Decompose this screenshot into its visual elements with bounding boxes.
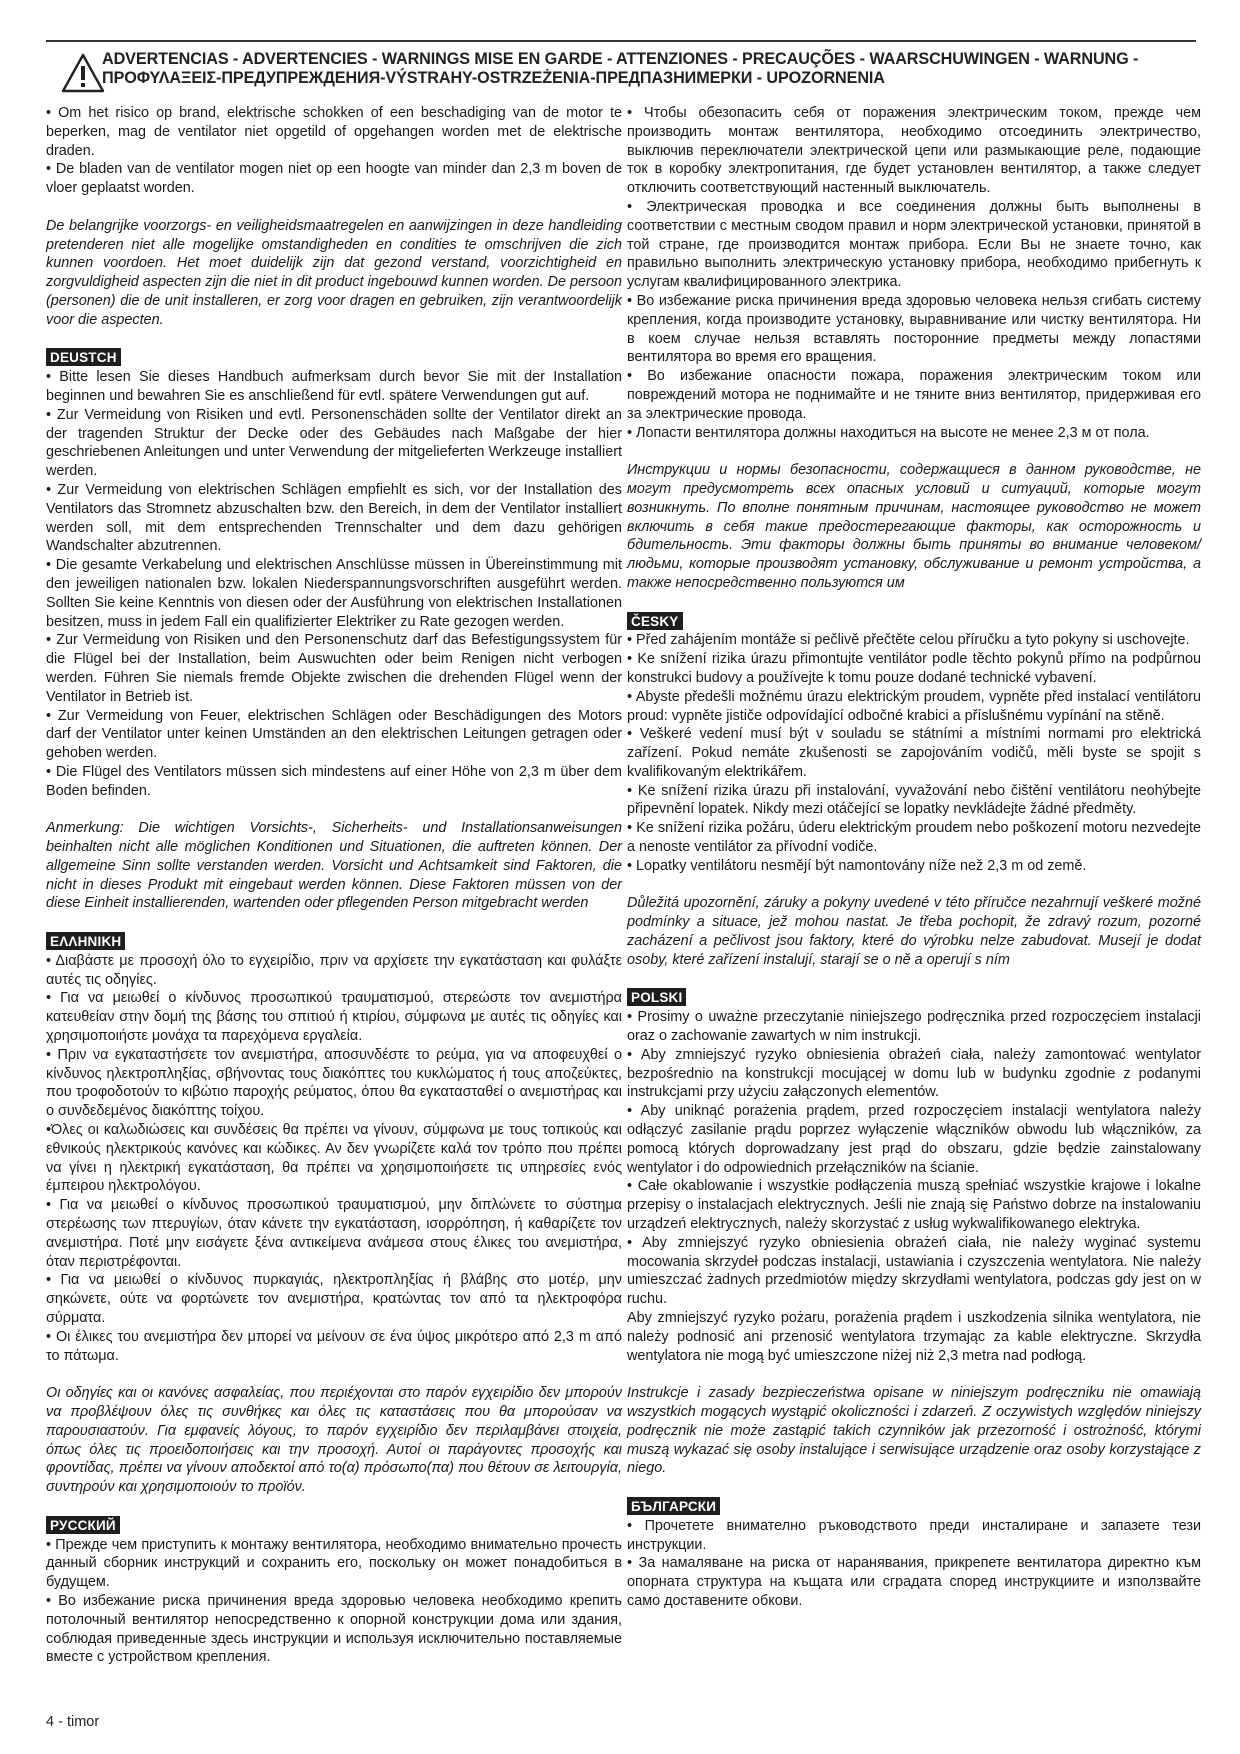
- paragraph: • Lopatky ventilátoru nesmějí být namontovány níže než 2,3 m od země.: [627, 857, 1087, 874]
- section-label: БЪЛГАРСКИ: [627, 1497, 720, 1515]
- paragraph: • Ke snížení rizika úrazu přimontujte ventilátor podle těchto pokynů přímo na podpůrnou konstrukci budovy a používejte k tomu pouze dodané technické vybavení.: [627, 651, 1201, 686]
- paragraph: Aby zmniejszyć ryzyko pożaru, porażenia prądem i uszkodzenia silnika wentylatora, nie należy podnosić ani przenosić wentylatora trzymając za kable elektryczne. Skrzydła wentylatora nie mogą być umieszczone niżej niż 2,3 metra nad podłogą.: [627, 1310, 1201, 1364]
- russian-section: [46, 1516, 622, 1667]
- warning-triangle-icon: [60, 52, 106, 94]
- greek-section: [46, 932, 622, 1497]
- paragraph: • Прежде чем приступить к монтажу вентилятора, необходимо внимательно прочесть данный сборник инструкций и сохранить его, поскольку он может понадобиться в будущем.: [46, 1536, 622, 1591]
- page-footer: 4 - timor: [46, 1714, 100, 1730]
- paragraph: • Zur Vermeidung von elektrischen Schlägen empfiehlt es sich, vor der Installation des Ventilators das Stromnetz abzuschalten bzw. den Bereich, in dem der Ventilator installiert werden soll, mit dem entsprechenden Trennschalter und dem dazu gehörigen Wandschalter abzutrennen.: [46, 481, 622, 555]
- page-title: ADVERTENCIAS - ADVERTENCIES - WARNINGS MISE EN GARDE - ATTENZIONES - PRECAUÇÕES - WAARSCHUWINGEN - WARNUNG - ΠΡΟΦΥΛΑΞΕΙΣ-ПРЕДУПРЕЖДЕНИЯ-VÝSTRAHY-OSTRZEŻENIA-ПРЕДПАЗНИМЕРКИ - UPOZORNENIA: [102, 50, 1139, 87]
- paragraph: • Чтобы обезопасить себя от поражения электрическим током, прежде чем производить монтаж вентилятора, необходимо отсоединить электричество, выключив переключатели электрической цепи или размыкающие реле, подающие ток в коробку электропитания, где будет установлен вентилятор, а также следует отключить соответствующий настенный выключатель.: [627, 105, 1201, 197]
- note-paragraph: Instrukcje i zasady bezpieczeństwa opisane w niniejszym podręczniku nie omawiają wszystkich mogących wystąpić okoliczności i zdarzeń. Z oczywistych względów niniejszy podręcznik nie może zastąpić takich czynników jak przezorność i ostrożność, którymi muszą wykazać się osoby instalujące i serwisujące urządzenie oraz osoby korzystające z niego.: [627, 1385, 1201, 1477]
- left-column: [46, 104, 622, 1667]
- paragraph: • Ke snížení rizika úrazu při instalování, vyvažování nebo čištění ventilátoru neohýbejte připevnění lopatek. Nikdy mezi otáčející se lopatky nevkládejte žádné předměty.: [627, 782, 1201, 818]
- paragraph: • Aby zmniejszyć ryzyko obniesienia obrażeń ciała, nie należy wyginać systemu mocowania skrzydeł podczas instalacji, ustawiania i czyszczenia wentylatora. Nie należy umieszczać żadnych przedmiotów między skrzydłami wentylatora, podczas gdy jest on w ruchu.: [627, 1234, 1201, 1308]
- russian-section-continued: [627, 104, 1201, 593]
- dutch-section: [46, 104, 622, 330]
- paragraph: • За намаляване на риска от наранявания, прикрепете вентилатора директно към опорната структура на къщата или сградата според инструкциите и използвайте само доставените обкови.: [627, 1555, 1201, 1609]
- paragraph: • Aby uniknąć porażenia prądem, przed rozpoczęciem instalacji wentylatora należy odłączyć zasilanie prądu poprzez wyłączenie włączników obwodu lub włączników, za pomocą których doprowadzany jest prąd do obszaru, gdzie będzie zainstalowany wentylator i do odpowiednich przełączników na ścianie.: [627, 1103, 1201, 1176]
- section-label: ČESKY: [627, 612, 683, 630]
- right-column: [627, 104, 1201, 1611]
- note-paragraph: De belangrijke voorzorgs- en veiligheidsmaatregelen en aanwijzingen in deze handleiding pretenderen niet alle mogelijke omstandigheden en condities te omschrijven die zich kunnen voordoen. Het moet duidelijk zijn dat gezond verstand, voorzichtigheid en zorgvuldigheid aspecten zijn die niet in dit product ingebouwd kunnen worden. De persoon (personen) die de unit installeren, er zorg voor dragen en gebruiken, zijn verantwoordelijk voor die aspecten.: [46, 217, 623, 328]
- paragraph: • Abyste předešli možnému úrazu elektrickým proudem, vypněte před instalací ventilátoru proud: vypněte jističe odpovídající odbočné krabici a příslušnému vypínání na stěně.: [627, 688, 1201, 724]
- paragraph: • Om het risico op brand, elektrische schokken of een beschadiging van de motor te beperken, mag de ventilator niet opgetild of opgehangen worden met de elektrische draden.: [46, 105, 622, 159]
- note-paragraph: Důležitá upozornění, záruky a pokyny uvedené v této příručce nezahrnují veškeré možné podmínky a situace, jež mohou nastat. Je třeba pochopit, že zdravý rozum, pozorné zacházení a pečlivost jsou faktory, které do výrobku nelze zabudovat. Musejí je dodat osoby, které zařízení instalují, starají se o ně a operují s ním: [627, 895, 1201, 968]
- bulgarian-section: [627, 1497, 1201, 1611]
- paragraph: • Před zahájením montáže si pečlivě přečtěte celou příručku a tyto pokyny si uschovejte.: [627, 632, 1190, 649]
- paragraph: •Όλες οι καλωδιώσεις και συνδέσεις θα πρέπει να γίνουν, σύμφωνα με τους τοπικούς και εθνικούς ηλεκτρικούς κανόνες και κώδικες. Αν δεν γνωρίζετε καλά τον τρόπο που πρέπει να γίνει η ηλεκτρική εγκατάσταση, θα πρέπει να χρησιμοποιήσετε τις υπηρεσίες ενός έμπειρου ηλεκτρολόγου.: [46, 1122, 622, 1195]
- note-paragraph: Anmerkung: Die wichtigen Vorsichts-, Sicherheits- und Installationsanweisungen beinhalten nicht alle möglichen Konditionen und Situationen, die auftreten können. Der allgemeine Sinn sollte verstanden werden. Vorsicht und Achtsamkeit sind Faktoren, die nicht in dieses Produkt mit eingebaut werden können. Diese Faktoren müssen von der diese Einheit installierenden, wartenden oder pflegenden Person mitgebracht werden: [46, 820, 622, 912]
- paragraph: • Во избежание риска причинения вреда здоровью человека нельзя сгибать систему крепления, когда производите установку, выравнивание или чистку вентилятора. Ни в коем случае нельзя вставлять посторонние предметы между лопастями вентилятора во время его вращения.: [627, 292, 1201, 366]
- paragraph: • Bitte lesen Sie dieses Handbuch aufmerksam durch bevor Sie mit der Installation beginnen und bewahren Sie es anschließend für evtl. spätere Verwendungen gut auf.: [46, 369, 622, 404]
- paragraph: • Zur Vermeidung von Risiken und den Personenschutz darf das Befestigungssystem für die Flügel bei der Installation, beim Auswuchten oder beim Renigen nicht verbogen werden. Führen Sie niemals fremde Objekte zwischen die drehenden Flügel wenn der Ventilator in Betrieb ist.: [46, 632, 622, 705]
- section-label: ΕΛΛΗΝΙΚΗ: [46, 932, 125, 950]
- paragraph: • Die gesamte Verkabelung und elektrischen Anschlüsse müssen in Übereinstimmung mit den jeweiligen nationalen bzw. lokalen Niederspannungsvorschriften ausgeführt werden. Sollten Sie keine Kenntnis von diesen oder der Ausführung von elektrischen Installationen besitzen, muss in jedem Fall ein qualifizierter Elektriker zu Rate gezogen werden.: [46, 557, 622, 630]
- paragraph: • Πριν να εγκαταστήσετε τον ανεμιστήρα, αποσυνδέστε το ρεύμα, για να αποφευχθεί ο κίνδυνος ηλεκτροπληξίας, σβήνοντας τους διακόπτες του κυκλώματος ή τους αποζεύκτες, που τροφοδοτούν το κιβώτιο παροχής ρεύματος, όπου θα εγκατασταθεί ο ανεμιστήρας και ο συνδεδεμένος διακόπτης τοίχου.: [46, 1046, 622, 1120]
- note-paragraph: Инструкции и нормы безопасности, содержащиеся в данном руководстве, не могут предусмотреть всех опасных условий и ситуаций, которые могут возникнуть. По вполне понятным причинам, настоящее руководство не может включить в себя такие предостерегающие факторы, как осторожность и бдительность. Эти факторы должны быть приняты во внимание человеком/ людьми, которые производят установку, обслуживание и ремонт устройства, а также непосредственно пользуются им: [627, 462, 1201, 591]
- paragraph: • Прочетете внимателно ръководството преди инсталиране и запазете тези инструкции.: [627, 1517, 1201, 1553]
- paragraph: • Prosimy o uważne przeczytanie niniejszego podręcznika przed rozpoczęciem instalacji oraz o zachowanie zawartych w nim instrukcji.: [627, 1009, 1201, 1045]
- german-section: [46, 348, 622, 913]
- paragraph: • Ke snížení rizika požáru, úderu elektrickým proudem nebo poškození motoru nezvedejte a nenoste ventilátor za přívodní vodiče.: [627, 820, 1201, 856]
- paragraph: • Veškeré vedení musí být v souladu se státními a místními normami pro elektrická zařízení. Pokud nemáte zkušenosti se zapojováním vodičů, měli byste se spojit s kvalifikovaným elektrikářem.: [627, 726, 1201, 780]
- paragraph: • Zur Vermeidung von Feuer, elektrischen Schlägen oder Beschädigungen des Motors darf der Ventilator unter keinen Umständen an den elektrischen Leitungen getragen oder gehoben werden.: [46, 707, 622, 762]
- warnings-header: [46, 40, 1196, 98]
- paragraph: • Zur Vermeidung von Risiken und evtl. Personenschäden sollte der Ventilator direkt an der tragenden Struktur der Decke oder des Gebäudes nach Maßgabe der hier geschriebenen Anleitungen und unter Verwendung der mitgelieferten Werkzeuge installiert werden.: [46, 406, 622, 480]
- paragraph: • Για να μειωθεί ο κίνδυνος προσωπικού τραυματισμού, στερεώστε τον ανεμιστήρα κατευθείαν στην δομή της βάσης του σπιτιού ή κτιρίου, σύμφωνα με αυτές τις οδηγίες και χρησιμοποιήστε μονάχα τα παρεχόμενα εργαλεία.: [46, 990, 622, 1045]
- paragraph: • Για να μειωθεί ο κίνδυνος πυρκαγιάς, ηλεκτροπληξίας ή βλάβης στο μοτέρ, μην σηκώνετε, ούτε να φορτώνετε τον ανεμιστήρα, κρατώντας τον από τα ηλεκτροφόρα σύρματα.: [46, 1272, 622, 1326]
- paragraph: • Całe okablowanie i wszystkie podłączenia muszą spełniać wszystkie krajowe i lokalne przepisy o instalacjach elektrycznych. Jeśli nie znają się Państwo dobrze na instalowaniu urządzeń elektrycznych, należy skorzystać z usług wykwalifikowanego elektryka.: [627, 1178, 1201, 1233]
- paragraph: • Во избежание риска причинения вреда здоровью человека необходимо крепить потолочный вентилятор непосредственно к опорной конструкции дома или здания, соблюдая приведенные здесь инструкции и используя исключительно поставляемые вместе с устройством крепления.: [46, 1592, 622, 1666]
- paragraph: • Электрическая проводка и все соединения должны быть выполнены в соответствии с местным сводом правил и норм электрической установки, принятой в той стране, где производится монтаж прибора. Если Вы не знаете точно, как правильно выполнить электрическую установку прибора, необходимо прибегнуть к услугам квалифицированного электрика.: [627, 198, 1201, 291]
- paragraph: • Лопасти вентилятора должны находиться на высоте не менее 2,3 м от пола.: [627, 424, 1150, 441]
- section-label: РУССКИЙ: [46, 1516, 120, 1534]
- czech-section: [627, 612, 1201, 970]
- section-label: DEUSTCH: [46, 348, 121, 366]
- polish-section: [627, 988, 1201, 1478]
- section-label: POLSKI: [627, 988, 686, 1006]
- paragraph: • De bladen van de ventilator mogen niet op een hoogte van minder dan 2,3 m boven de vloer geplaatst worden.: [46, 161, 622, 197]
- paragraph: • Για να μειωθεί ο κίνδυνος προσωπικού τραυματισμού, μην διπλώνετε το σύστημα στερέωσης των πτερυγίων, όταν κάνετε την εγκατάσταση, ισορρόπηση, ή καθαρίζετε τον ανεμιστήρα. Ποτέ μην εισάγετε ξένα αντικείμενα ανάμεσα στους έλικες του ανεμιστήρα, όταν περιστρέφονται.: [46, 1197, 622, 1270]
- paragraph: • Διαβάστε με προσοχή όλο το εγχειρίδιο, πριν να αρχίσετε την εγκατάσταση και φυλάξτε αυτές τις οδηγίες.: [46, 952, 622, 988]
- note-paragraph: Οι οδηγίες και οι κανόνες ασφαλείας, που περιέχονται στο παρόν εγχειρίδιο δεν μπορούν να προβλέψουν όλες τις συνθήκες και όλες τις καταστάσεις που θα μπορούσαν να παρουσιαστούν. Για εμφανείς λόγους, το παρόν εγχειρίδιο δεν περιλαμβάνει στοιχεία, όπως όλες τις προειδοποιήσεις και την προσοχή. Αυτοί οι παράγοντες προσοχής και φροντίδας, πρέπει να γίνουν αποδεκτοί από το(α) πρόσωπο(πα) που θέτουν σε λειτουργία, συντηρούν και χρησιμοποιούν το προϊόν.: [46, 1385, 622, 1496]
- paragraph: • Οι έλικες του ανεμιστήρα δεν μπορεί να μείνουν σε ένα ύψος μικρότερο από 2,3 m από το πάτωμα.: [46, 1328, 622, 1364]
- paragraph: • Во избежание опасности пожара, поражения электрическим током или повреждений мотора не поднимайте и не тяните вниз вентилятор, придерживая его за электрические провода.: [627, 368, 1201, 422]
- paragraph: • Aby zmniejszyć ryzyko obniesienia obrażeń ciała, należy zamontować wentylator bezpośrednio na konstrukcji mocującej w domu lub w budynku zgodnie z podanymi instrukcjami przy użyciu załączonych elementów.: [627, 1046, 1201, 1101]
- paragraph: • Die Flügel des Ventilators müssen sich mindestens auf einer Höhe von 2,3 m über dem Boden befinden.: [46, 763, 622, 799]
